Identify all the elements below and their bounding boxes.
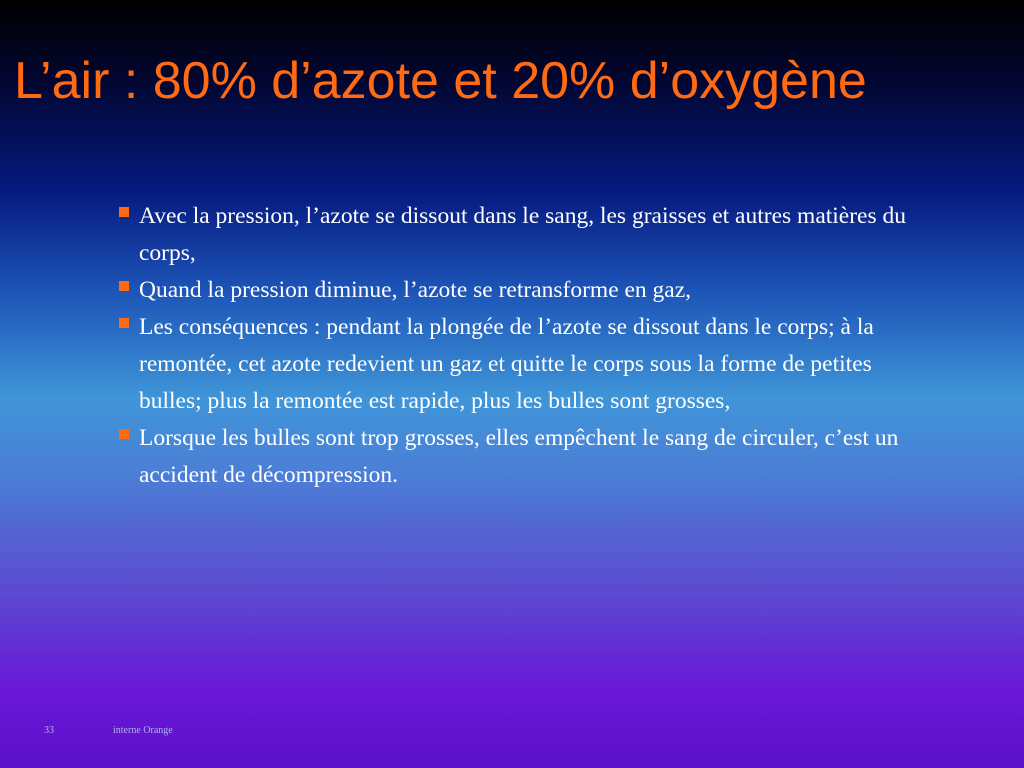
square-bullet-icon [119, 318, 129, 328]
square-bullet-icon [119, 429, 129, 439]
bullet-item [118, 272, 908, 309]
bullet-text: Avec la pression, l’azote se dissout dans le sang, les graisses et autres matières du corps, [139, 203, 907, 266]
bullet-item [118, 198, 908, 272]
square-bullet-icon [119, 281, 129, 291]
footer-label: interne Orange [113, 725, 173, 736]
bullet-text: Lorsque les bulles sont trop grosses, elles empêchent le sang de circuler, c’est un accident de décompression. [139, 425, 899, 488]
bullet-item [118, 420, 908, 494]
square-bullet-icon [119, 207, 129, 217]
slide-title: L’air : 80% d’azote et 20% d’oxygène [14, 52, 867, 110]
bullet-text: Les conséquences : pendant la plongée de l’azote se dissout dans le corps; à la remontée, cet azote redevient un gaz et quitte le corps sous la forme de petites bulles; plus la remontée est rapide, plus les bulles sont grosses, [139, 314, 874, 414]
slide-number: 33 [44, 725, 54, 736]
bullet-text: Quand la pression diminue, l’azote se retransforme en gaz, [139, 277, 692, 303]
bullet-item [118, 309, 908, 420]
bullet-list [118, 198, 908, 494]
